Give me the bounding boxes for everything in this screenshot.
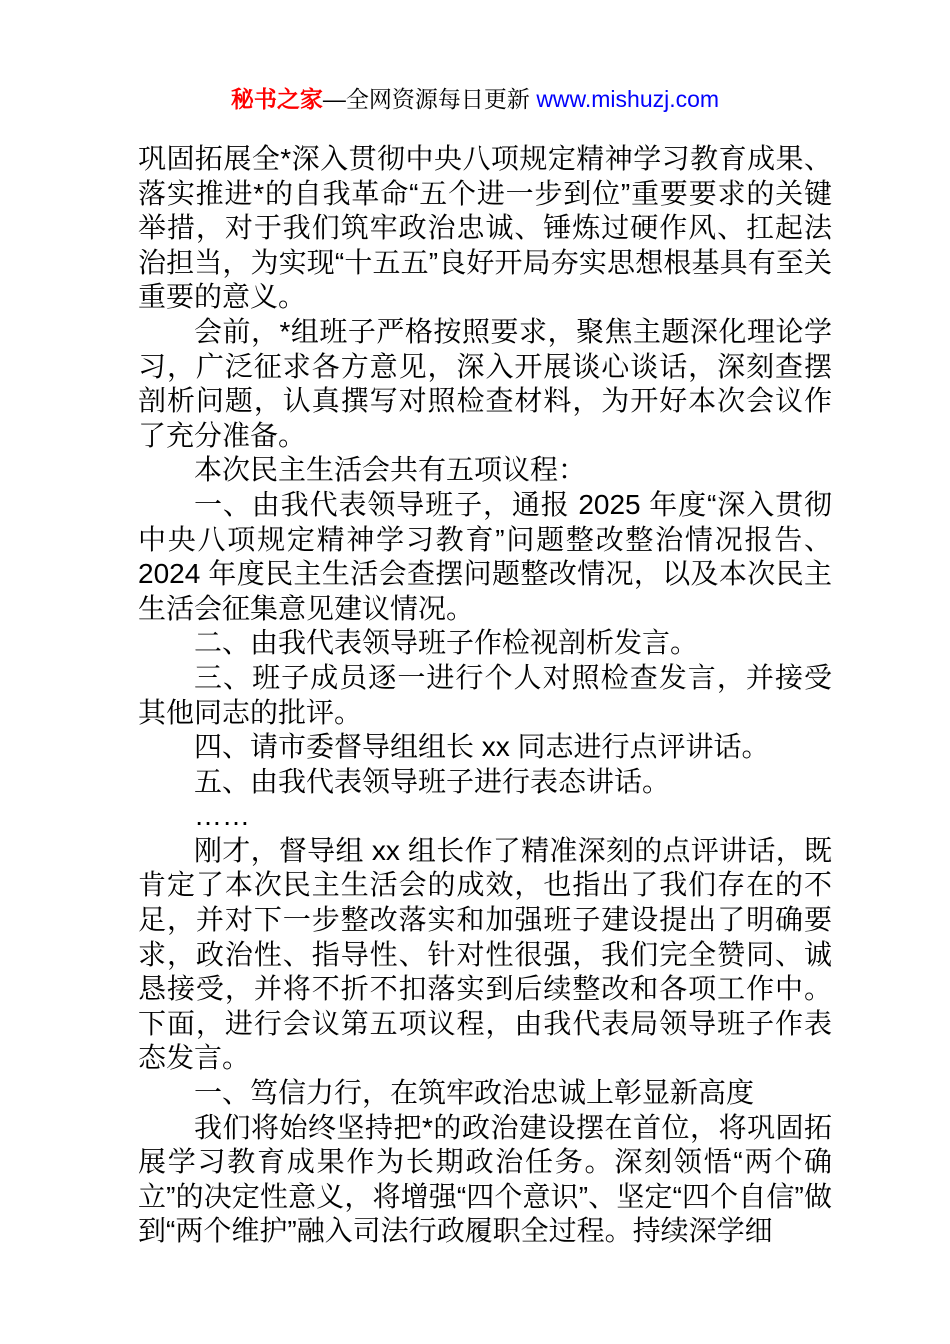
section-heading: 一、笃信力行，在筑牢政治忠诚上彰显新高度	[194, 1077, 755, 1109]
site-url-link[interactable]: www.mishuzj.com	[536, 86, 720, 112]
doc-paragraph: 三、班子成员逐一进行个人对照检查发言，并接受其他同志的批评。	[138, 661, 832, 728]
doc-paragraph: 四、请市委督导组组长 xx 同志进行点评讲话。	[194, 731, 770, 763]
doc-paragraph: 刚才，督导组 xx 组长作了精准深刻的点评讲话，既肯定了本次民主生活会的成效，也指出了我们存在的不足，并对下一步整改落实和加强班子建设提出了明确要求，政治性、指导性、针对性很强，我们完全赞同、诚恳接受，并将不折不扣落实到后续整改和各项工作中。下面，进行会议第五项议程，由我代表局领导班子作表态发言。	[138, 834, 832, 1074]
document-content	[138, 142, 832, 1249]
doc-paragraph: ……	[194, 800, 250, 832]
doc-paragraph: 会前，*组班子严格按照要求，聚焦主题深化理论学习，广泛征求各方意见，深入开展谈心谈话，深刻查摆剖析问题，认真撰写对照检查材料，为开好本次会议作了充分准备。	[138, 315, 832, 451]
doc-paragraph: 二、由我代表领导班子作检视剖析发言。	[194, 627, 699, 659]
doc-paragraph: 五、由我代表领导班子进行表态讲话。	[194, 765, 671, 797]
site-name: 秘书之家	[230, 86, 323, 112]
site-tagline: —全网资源每日更新	[322, 86, 537, 112]
doc-paragraph: 本次民主生活会共有五项议程：	[194, 454, 587, 486]
doc-paragraph: 一、由我代表领导班子，通报 2025 年度“深入贯彻中央八项规定精神学习教育”问题整改整治情况报告、2024 年度民主生活会查摆问题整改情况，以及本次民主生活会征集意见建议情况。	[138, 488, 832, 624]
doc-paragraph: 我们将始终坚持把*的政治建设摆在首位，将巩固拓展学习教育成果作为长期政治任务。深刻领悟“两个确立”的决定性意义，将增强“四个意识”、坚定“四个自信”做到“两个维护”融入司法行政履职全过程。持续深学细	[138, 1111, 832, 1247]
site-header	[0, 0, 950, 114]
doc-paragraph: 巩固拓展全*深入贯彻中央八项规定精神学习教育成果、落实推进*的自我革命“五个进一步到位”重要要求的关键举措，对于我们筑牢政治忠诚、锤炼过硬作风、扛起法治担当，为实现“十五五”良好开局夯实思想根基具有至关重要的意义。	[138, 143, 832, 313]
